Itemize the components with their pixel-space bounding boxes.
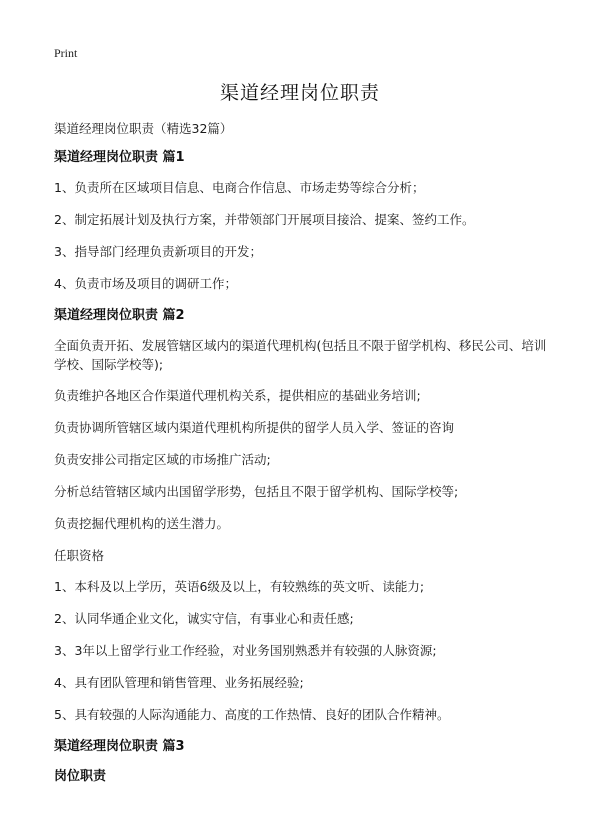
qualification-item: 4、具有团队管理和销售管理、业务拓展经验; xyxy=(54,675,304,690)
page-title: 渠道经理岗位职责 xyxy=(219,82,380,104)
list-item: 负责挖掘代理机构的送生潜力。 xyxy=(54,516,230,531)
list-item: 2、制定拓展计划及执行方案，并带领部门开展项目接洽、提案、签约工作。 xyxy=(54,212,475,227)
list-item: 负责维护各地区合作渠道代理机构关系，提供相应的基础业务培训; xyxy=(54,388,421,403)
print-link[interactable]: Print xyxy=(54,46,78,60)
list-item: 负责协调所管辖区域内渠道代理机构所提供的留学人员入学、签证的咨询 xyxy=(54,420,455,435)
list-item: 负责安排公司指定区域的市场推广活动; xyxy=(54,452,271,467)
list-item: 全面负责开拓、发展管辖区域内的渠道代理机构(包括且不限于留学机构、移民公司、培训学校、国际学校等); xyxy=(54,338,547,372)
qualification-item: 2、认同华通企业文化，诚实守信，有事业心和责任感; xyxy=(54,611,354,626)
qualification-item: 3、3年以上留学行业工作经验，对业务国别熟悉并有较强的人脉资源; xyxy=(54,643,437,658)
qualification-item: 1、本科及以上学历，英语6级及以上，有较熟练的英文听、读能力; xyxy=(54,579,425,594)
list-item: 分析总结管辖区域内出国留学形势，包括且不限于留学机构、国际学校等; xyxy=(54,484,459,499)
section-subheading-3: 岗位职责 xyxy=(54,769,107,784)
list-item: 1、负责所在区域项目信息、电商合作信息、市场走势等综合分析； xyxy=(54,180,425,195)
article-subtitle: 渠道经理岗位职责（精选32篇） xyxy=(54,121,233,136)
list-item: 4、负责市场及项目的调研工作； xyxy=(54,276,237,291)
qualification-heading: 任职资格 xyxy=(54,548,105,563)
section-heading-2: 渠道经理岗位职责 篇2 xyxy=(54,308,185,323)
qualification-item: 5、具有较强的人际沟通能力、高度的工作热情、良好的团队合作精神。 xyxy=(54,707,450,722)
article-body xyxy=(54,119,554,797)
section-heading-3: 渠道经理岗位职责 篇3 xyxy=(54,739,185,754)
list-item: 3、指导部门经理负责新项目的开发； xyxy=(54,244,262,259)
section-heading-1: 渠道经理岗位职责 篇1 xyxy=(54,150,185,165)
